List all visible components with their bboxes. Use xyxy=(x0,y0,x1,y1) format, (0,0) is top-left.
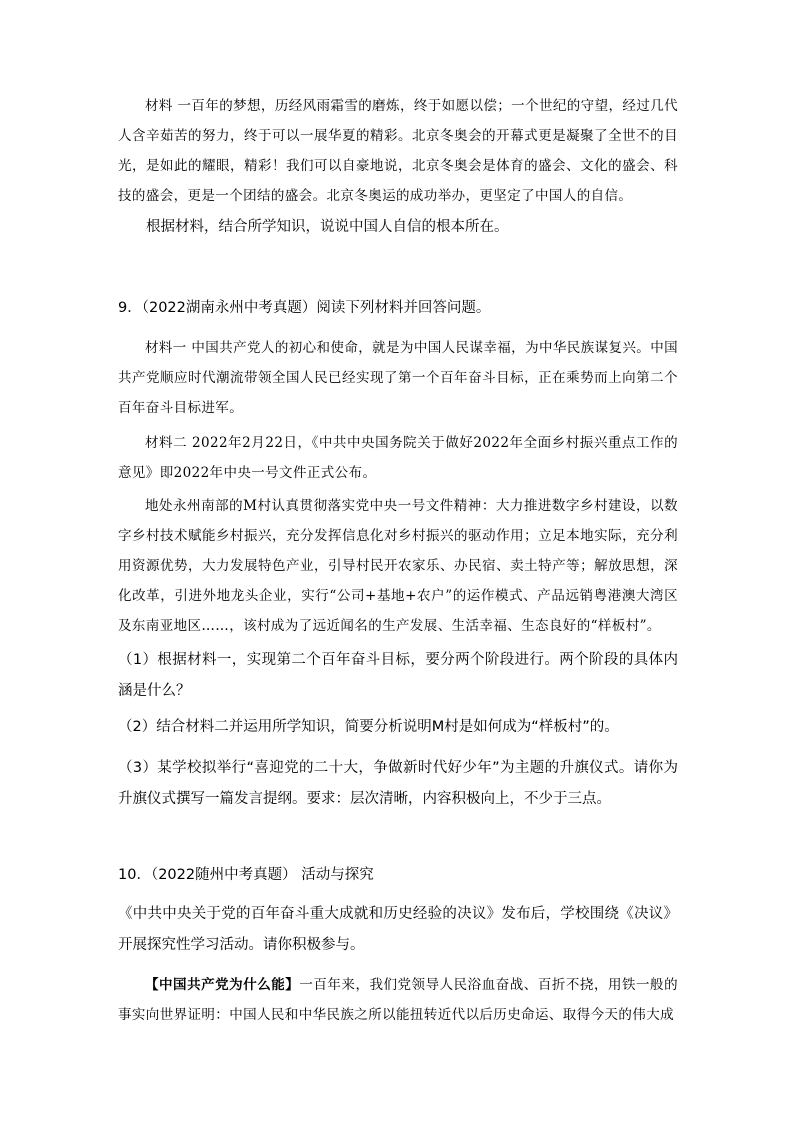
q10-bracket-paragraph xyxy=(118,970,678,1030)
material-paragraph: 材料 一百年的梦想，历经风雨霜雪的磨炼，终于如愿以偿；一个世纪的守望，经过几代人含辛茹苦的努力，终于可以一展华夏的精彩。北京冬奥会的开幕式更是凝聚了全世不的目光，是如此的耀眼，精彩！我们可以自豪地说，北京冬奥会是体育的盛会、文化的盛会、科技的盛会，更是一个团结的盛会。北京冬奥运的成功举办，更坚定了中国人的自信。 xyxy=(118,98,678,204)
q9-subquestion-2: （2）结合材料二并运用所学知识，简要分析说明M村是如何成为“样板村”的。 xyxy=(118,719,619,735)
q10-bracket-label: 【中国共产党为什么能】 xyxy=(145,977,300,993)
q9-subquestion-1: （1）根据材料一，实现第二个百年奋斗目标，要分两个阶段进行。两个阶段的具体内涵是什么？ xyxy=(118,652,678,699)
q9-subquestion-3: （3）某学校拟举行“喜迎党的二十大，争做新时代好少年”为主题的升旗仪式。请你为升旗仪式撰写一篇发言提纲。要求：层次清晰，内容积极向上，不少于三点。 xyxy=(118,760,678,807)
question-text: 根据材料，结合所学知识，说说中国人自信的根本所在。 xyxy=(146,219,509,235)
q9-material-one: 材料一 中国共产党人的初心和使命，就是为中国人民谋幸福，为中华民族谋复兴。中国共产党顺应时代潮流带领全国人民已经实现了第一个百年奋斗目标，正在乘势而上向第二个百年奋斗目标进军。 xyxy=(118,340,678,416)
q9-material-two: 材料二 2022年2月22日，《中共中央国务院关于做好2022年全面乡村振兴重点工作的意见》即2022年中央一号文件正式公布。 xyxy=(118,435,678,481)
question-9-header: 9．（2022湖南永州中考真题）阅读下列材料并回答问题。 xyxy=(118,300,491,316)
question-10-header: 10．（2022随州中考真题） 活动与探究 xyxy=(118,867,374,883)
q9-material-two-continued: 地处永州南部的M村认真贯彻落实党中央一号文件精神：大力推进数字乡村建设，以数字乡村技术赋能乡村振兴，充分发挥信息化对乡村振兴的驱动作用；立足本地实际，充分利用资源优势，大力发展特色产业，引导村民开农家乐、办民宿、卖土特产等；解放思想，深化改革，引进外地龙头企业，实行“公司+基地+农户”的运作模式、产品远销粤港澳大湾区及东南亚地区……，该村成为了远近闻名的生产发展、生活幸福、生态良好的“样板村”。 xyxy=(118,498,678,634)
q10-bracket-text: 一百年来，我们党领导人民浴血奋战、百折不挠，用铁一般的事实向世界证明：中国人民和中华民族之所以能扭转近代以后历史命运、取得今天的伟大成 xyxy=(118,977,678,1023)
q10-intro: 《中共中央关于党的百年奋斗重大成就和历史经验的决议》发布后，学校围绕《决议》开展探究性学习活动。请你积极参与。 xyxy=(118,906,678,953)
